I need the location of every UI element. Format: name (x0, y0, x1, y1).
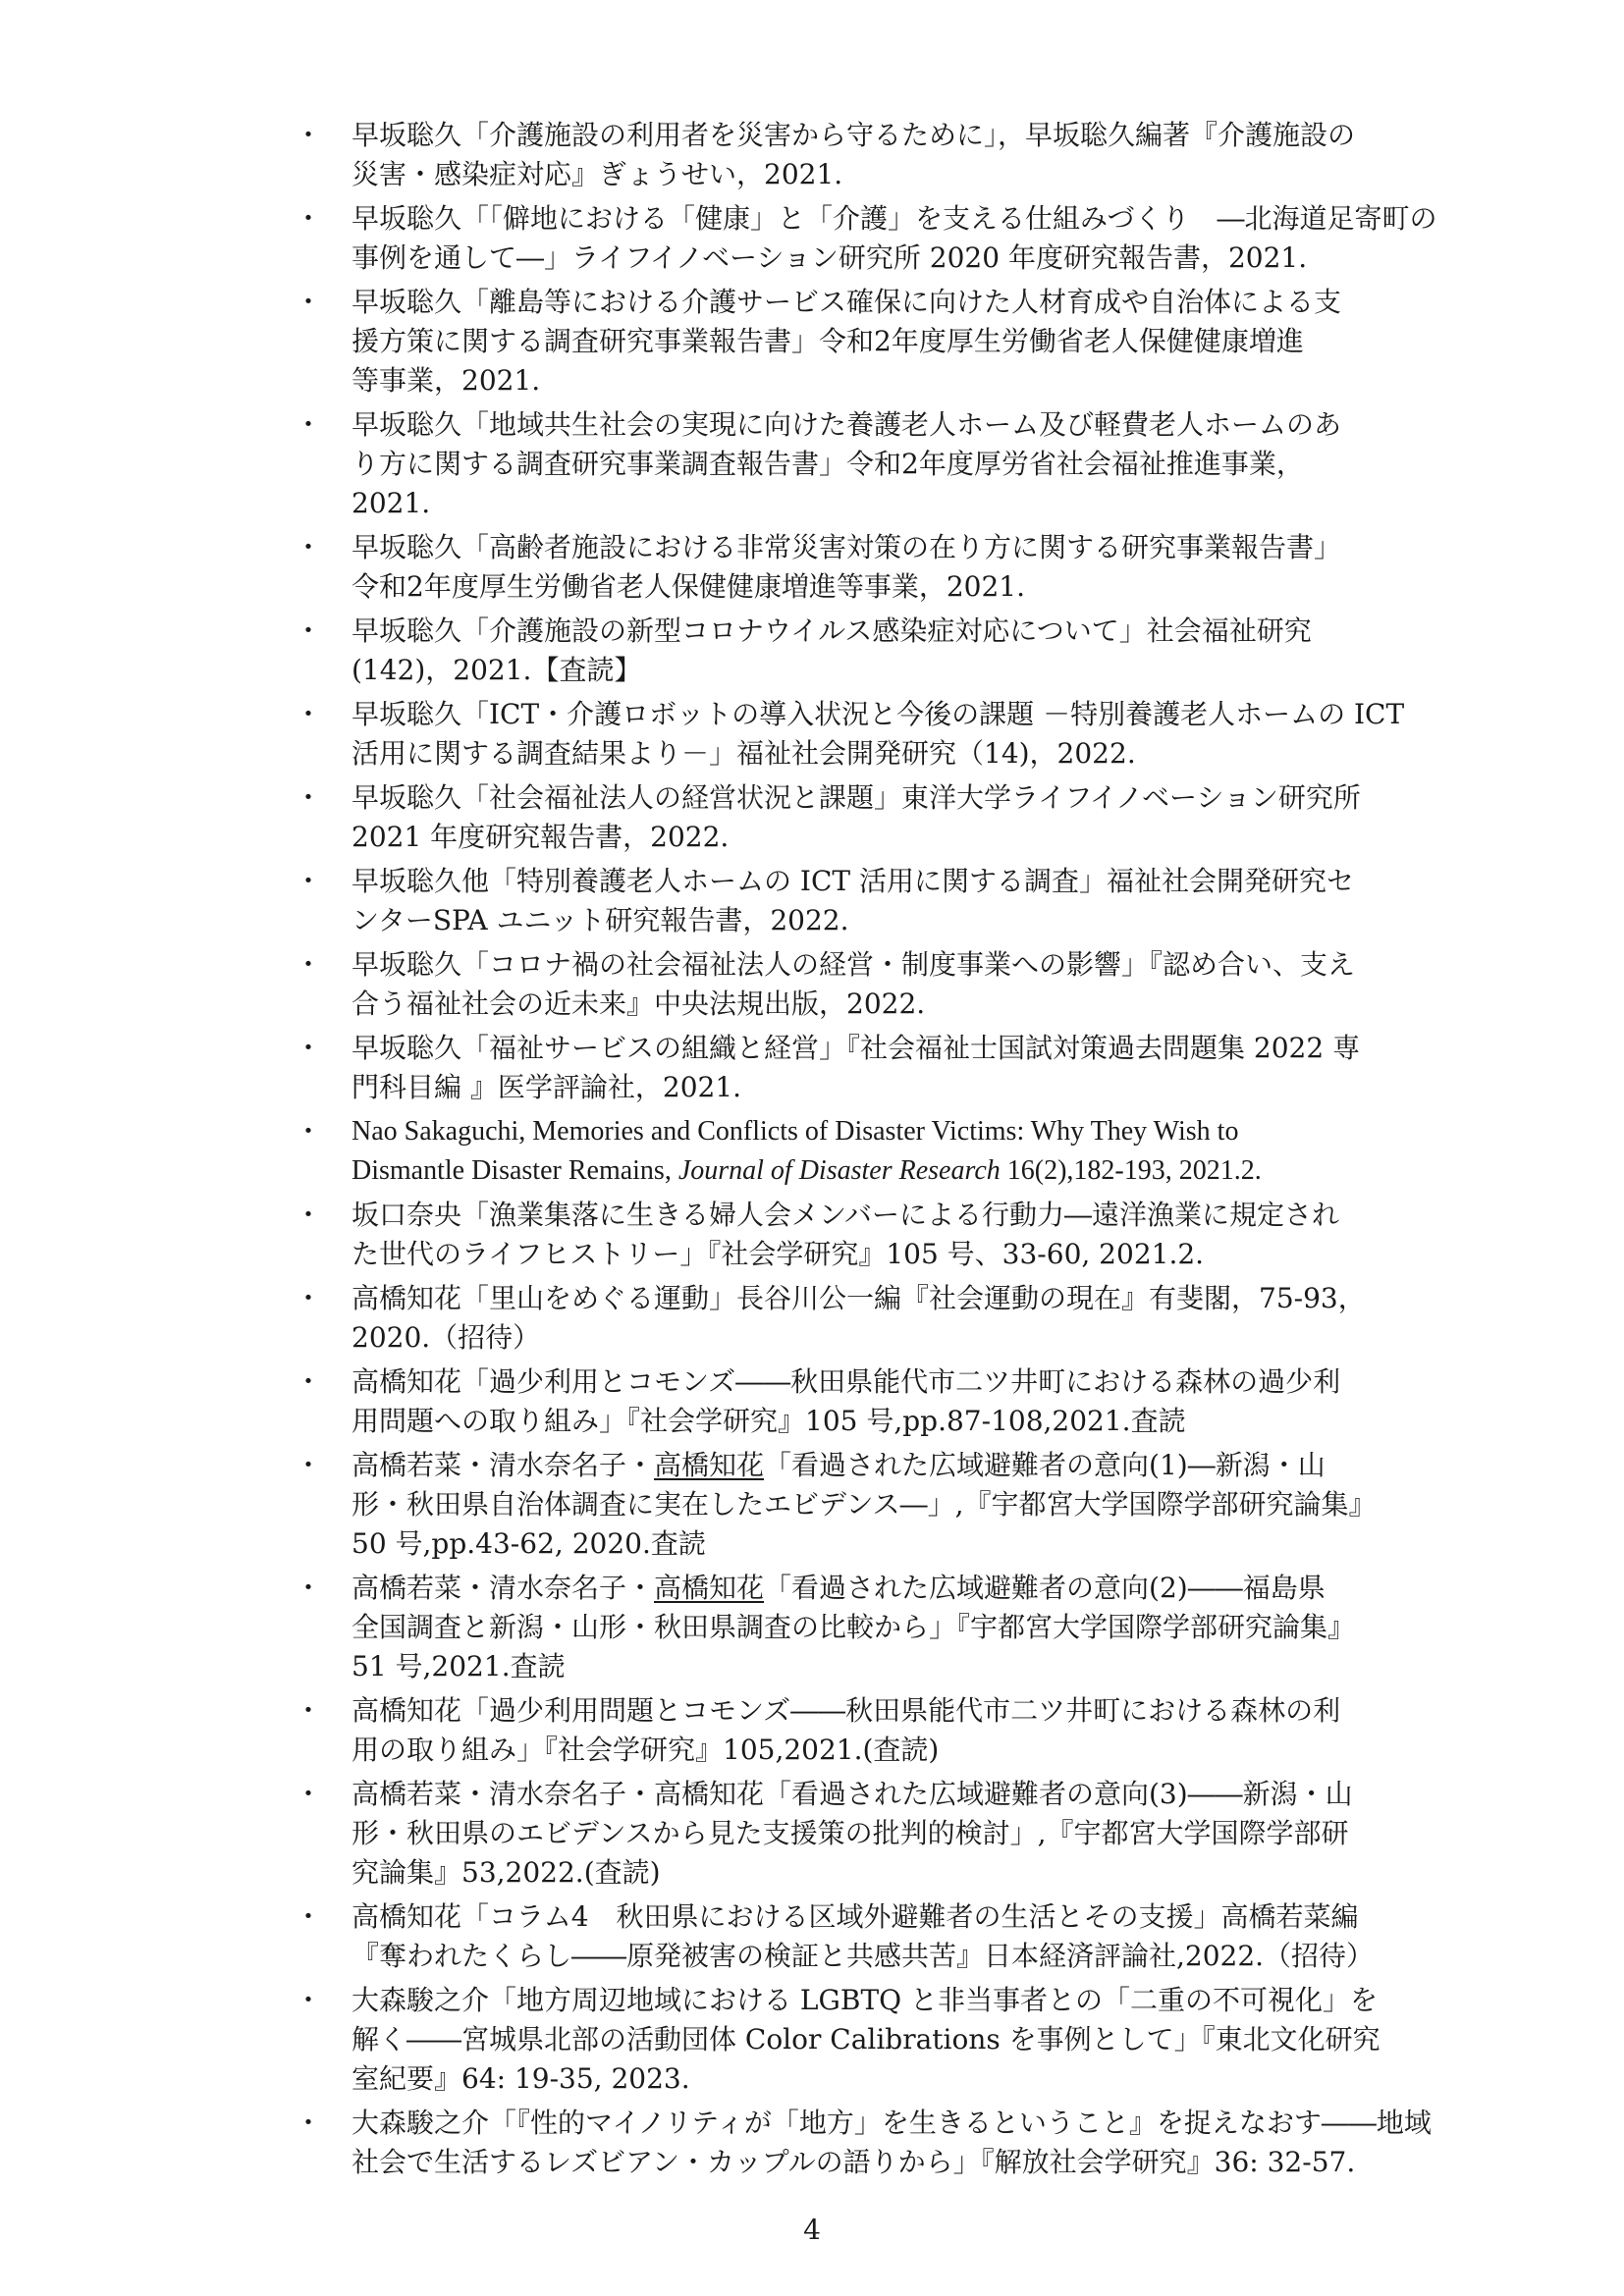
bullet: ・ (295, 1115, 323, 1148)
entry-line: 高橋知花「コラム4 秋田県における区域外避難者の生活とその支援」高橋若菜編 (352, 1900, 1359, 1933)
bullet: ・ (295, 2107, 323, 2139)
entry-text (352, 1029, 1378, 1107)
entry-line: た世代のライフヒストリー」『社会学研究』105 号、33-60, 2021.2. (352, 1238, 1205, 1270)
page-number: 4 (803, 2214, 821, 2246)
entry-text (352, 528, 1378, 607)
bullet: ・ (295, 865, 323, 897)
entry-line: (142)，2021.【査読】 (352, 654, 642, 686)
entry-line: 早坂聡久「介護施設の利用者を災害から守るために」，早坂聡久編著『介護施設の (352, 119, 1356, 151)
entry-line: 早坂聡久「「僻地における「健康」と「介護」を支える仕組みづくり ―北海道足寄町の (352, 202, 1437, 235)
entry-line (352, 1569, 1378, 1608)
entry-line: 究論集』53,2022.(査読) (352, 1856, 661, 1889)
entry-line: 高橋知花「里山をめぐる運動」長谷川公一編『社会運動の現在』有斐閣，75-93， (352, 1282, 1366, 1314)
entry-line-part: 高橋若菜・清水奈名子・ (352, 1572, 655, 1604)
entry-line: 事例を通して―」ライフイノベーション研究所 2020 年度研究報告書，2021. (352, 241, 1308, 274)
bullet: ・ (295, 408, 323, 441)
entry-text (352, 1691, 1378, 1770)
entry-text (352, 612, 1378, 690)
bullet: ・ (295, 531, 323, 563)
bullet: ・ (295, 614, 323, 647)
entry-text (352, 283, 1378, 400)
entry-text (352, 1446, 1378, 1564)
entry-line: 早坂聡久「コロナ禍の社会福祉法人の経営・制度事業への影響」『認め合い、支え (352, 948, 1356, 981)
entry-line-part: 16(2),182-193, 2021.2. (1000, 1155, 1262, 1186)
entry-line: 門科目編 』医学評論社，2021. (352, 1071, 742, 1103)
entry-line: 令和2年度厚生労働省老人保健健康増進等事業，2021. (352, 570, 1025, 603)
entry-line: 50 号,pp.43-62, 2020.査読 (352, 1527, 706, 1560)
entry-line-part: 「看過された広域避難者の意向(1)―新潟・山 (764, 1449, 1326, 1481)
entry-line: 早坂聡久「介護施設の新型コロナウイルス感染症対応について」社会福祉研究 (352, 614, 1312, 647)
entry-text (352, 405, 1378, 523)
entry-line: 全国調査と新潟・山形・秋田県調査の比較から」『宇都宮大学国際学部研究論集』 (352, 1611, 1356, 1643)
entry-line: 坂口奈央「漁業集落に生きる婦人会メンバーによる行動力―遠洋漁業に規定され (352, 1199, 1340, 1231)
bullet: ・ (295, 1365, 323, 1398)
bullet: ・ (295, 1199, 323, 1231)
entry-line-part: Dismantle Disaster Remains, (352, 1155, 678, 1186)
entry-line: 早坂聡久「地域共生社会の実現に向けた養護老人ホーム及び軽費老人ホームのあ (352, 408, 1342, 441)
entry-line: 活用に関する調査結果より－」福祉社会開発研究（14)，2022. (352, 737, 1136, 770)
entry-line: 形・秋田県のエビデンスから見た支援策の批判的検討」,『宇都宮大学国際学部研 (352, 1817, 1349, 1849)
entry-line-part: 「看過された広域避難者の意向(2)――福島県 (764, 1572, 1326, 1604)
entry-text (352, 1112, 1378, 1191)
entry-line: 51 号,2021.査読 (352, 1650, 566, 1682)
entry-line: 早坂聡久他「特別養護老人ホームの ICT 活用に関する調査」福祉社会開発研究セ (352, 865, 1354, 897)
entry-line: 早坂聡久「離島等における介護サービス確保に向けた人材育成や自治体による支 (352, 286, 1342, 318)
entry-line: 解く――宮城県北部の活動団体 Color Calibrations を事例として」『東北文化研究 (352, 2023, 1380, 2056)
entry-line: 早坂聡久「福祉サービスの組織と経営」『社会福祉士国試対策過去問題集 2022 専 (352, 1032, 1361, 1064)
bullet: ・ (295, 1032, 323, 1064)
entry-text (352, 1362, 1378, 1441)
bullet: ・ (295, 698, 323, 730)
entry-text (352, 1775, 1378, 1893)
entry-line: 合う福祉社会の近未来』中央法規出版，2022. (352, 988, 926, 1020)
entry-line: 『奪われたくらし――原発被害の検証と共感共苦』日本経済評論社,2022.（招待） (352, 1940, 1375, 1972)
entry-text (352, 778, 1378, 857)
entry-text (352, 862, 1378, 940)
entry-line: 高橋知花「過少利用とコモンズ――秋田県能代市二ツ井町における森林の過少利 (352, 1365, 1341, 1398)
entry-line: 早坂聡久「社会福祉法人の経営状況と課題」東洋大学ライフイノベーション研究所 (352, 781, 1361, 814)
bullet: ・ (295, 1900, 323, 1933)
bullet: ・ (295, 119, 323, 151)
entry-line: ンターSPA ユニット研究報告書，2022. (352, 904, 849, 936)
underlined-author: 高橋知花 (654, 1449, 765, 1481)
bullet: ・ (295, 1984, 323, 2016)
entry-text (352, 2104, 1432, 2182)
bullet: ・ (295, 202, 323, 235)
bullet: ・ (295, 781, 323, 814)
bullet: ・ (295, 948, 323, 981)
entry-line: 大森駿之介「地方周辺地域における LGBTQ と非当事者との「二重の不可視化」を (352, 1984, 1378, 2016)
entry-text (352, 1981, 1378, 2099)
entry-text (352, 695, 1405, 774)
entry-text (352, 945, 1378, 1024)
entry-text (352, 116, 1378, 194)
entry-line: 2020.（招待） (352, 1321, 541, 1354)
bullet: ・ (295, 1694, 323, 1727)
bullet: ・ (295, 1778, 323, 1810)
entry-text (352, 1196, 1378, 1274)
entry-line: 室紀要』64: 19-35, 2023. (352, 2062, 690, 2095)
entry-line: 大森駿之介「『性的マイノリティが「地方」を生きるということ』を捉えなおす――地域 (352, 2107, 1432, 2139)
entry-line: Nao Sakaguchi, Memories and Conflicts of Disaster Victims: Why They Wish to (352, 1116, 1239, 1147)
bullet: ・ (295, 1572, 323, 1604)
underlined-author: 高橋知花 (654, 1572, 765, 1604)
entry-line: 災害・感染症対応』ぎょうせい，2021. (352, 158, 843, 190)
bullet: ・ (295, 286, 323, 318)
entry-line-part: 高橋若菜・清水奈名子・ (352, 1449, 655, 1481)
entry-line (352, 1151, 1378, 1191)
entry-line: 高橋若菜・清水奈名子・高橋知花「看過された広域避難者の意向(3)――新潟・山 (352, 1778, 1353, 1810)
bullet: ・ (295, 1282, 323, 1314)
entry-line: 2021 年度研究報告書，2022. (352, 821, 730, 853)
entry-line: 早坂聡久「ICT・介護ロボットの導入状況と今後の課題 －特別養護老人ホームの ICT (352, 698, 1405, 730)
entry-text (352, 1569, 1378, 1686)
journal-title: Journal of Disaster Research (677, 1155, 1001, 1186)
bullet: ・ (295, 1449, 323, 1481)
entry-line (352, 1446, 1378, 1485)
entry-line: 援方策に関する調査研究事業報告書」令和2年度厚生労働省老人保健健康増進 (352, 325, 1304, 357)
entry-line: 等事業，2021. (352, 364, 541, 397)
entry-line: 用の取り組み」『社会学研究』105,2021.(査読) (352, 1734, 940, 1766)
entry-line: り方に関する調査研究事業調査報告書」令和2年度厚労省社会福祉推進事業， (352, 448, 1304, 480)
entry-text (352, 1897, 1378, 1976)
entry-line: 早坂聡久「高齢者施設における非常災害対策の在り方に関する研究事業報告書」 (352, 531, 1342, 563)
entry-text (352, 1279, 1378, 1358)
entry-text (352, 199, 1437, 278)
entry-line: 社会で生活するレズビアン・カップルの語りから」『解放社会学研究』36: 32-57. (352, 2146, 1356, 2178)
entry-line: 形・秋田県自治体調査に実在したエビデンス―」,『宇都宮大学国際学部研究論集』 (352, 1488, 1377, 1521)
entry-line: 2021. (352, 487, 431, 519)
entry-line: 用問題への取り組み」『社会学研究』105 号,pp.87-108,2021.査読 (352, 1405, 1186, 1437)
entry-line: 高橋知花「過少利用問題とコモンズ――秋田県能代市二ツ井町における森林の利 (352, 1694, 1341, 1727)
